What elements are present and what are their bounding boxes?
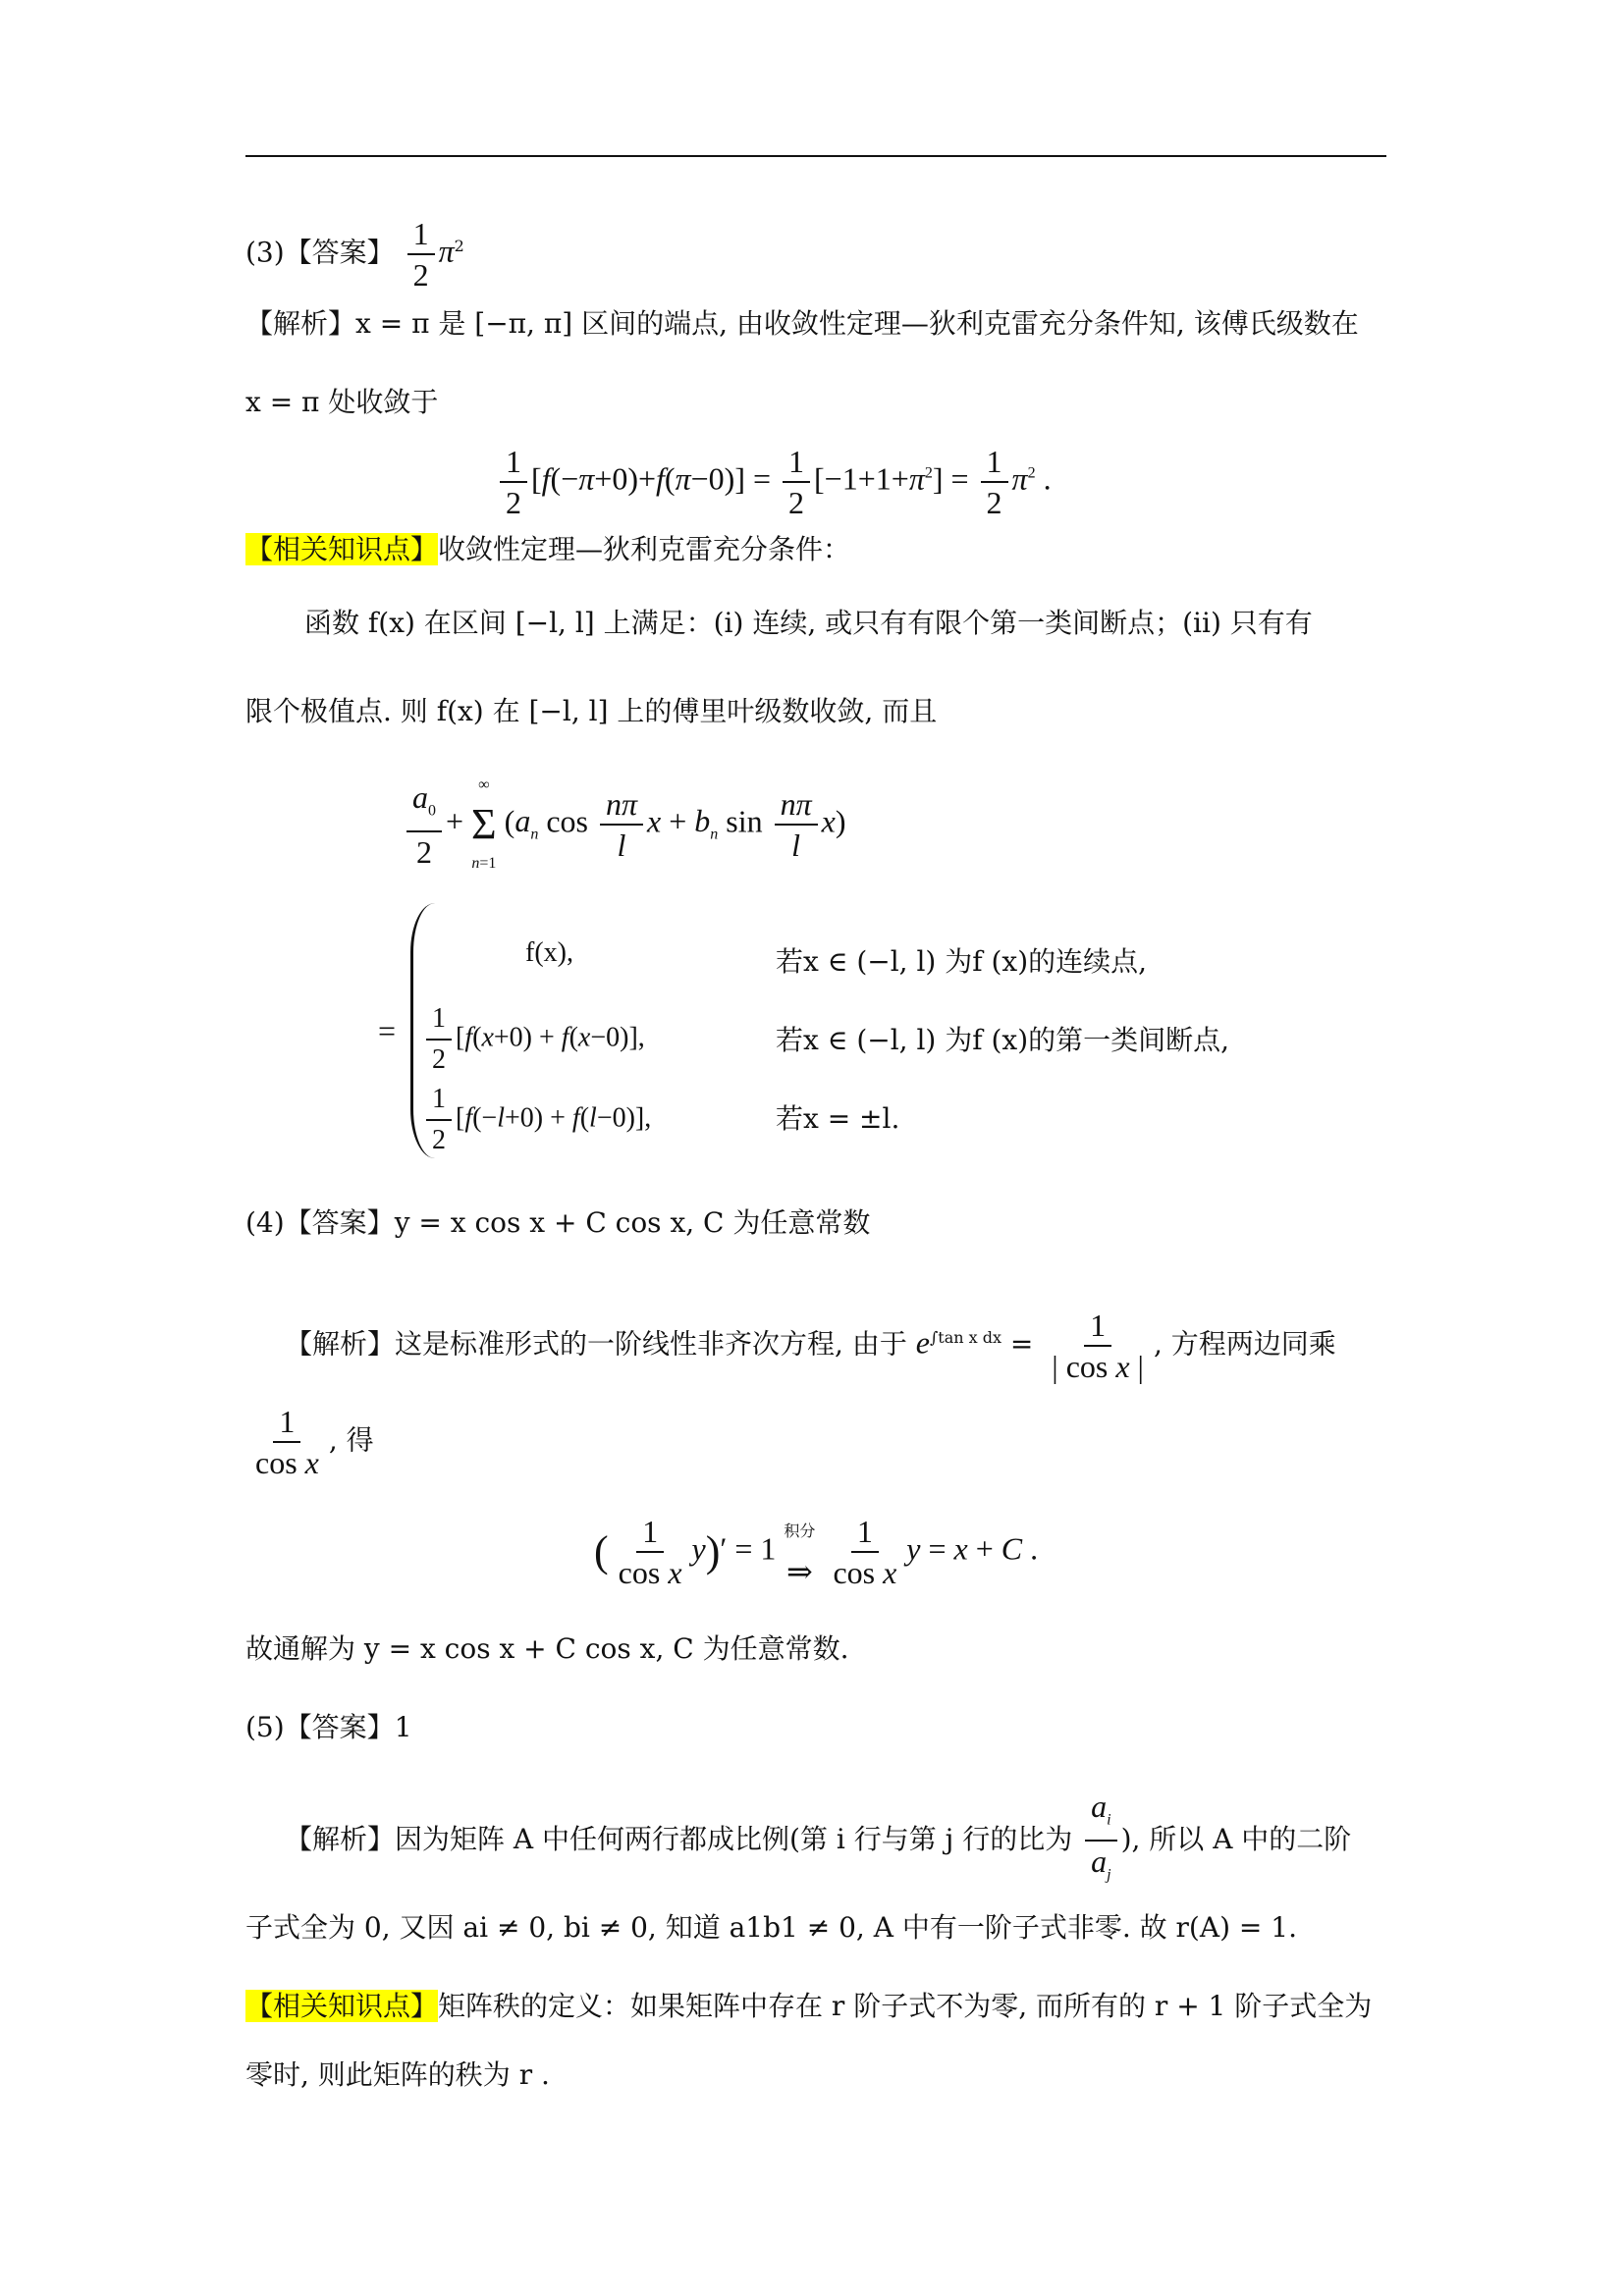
answer-5: (5)【答案】1 xyxy=(245,1711,412,1743)
knowledge-3: 【相关知识点】收敛性定理—狄利克雷充分条件： xyxy=(245,533,851,565)
answer-4: (4)【答案】y = x cos x + C cos x, C 为任意常数 xyxy=(245,1206,871,1239)
analysis-4-line1: 【解析】这是标准形式的一阶线性非齐次方程, 由于 $e^{\int tan x dx}$ = $\frac{1}{\text{| cos x |}}$ , 方程两边同乘 xyxy=(285,1308,1336,1384)
analysis-5-line1: 【解析】因为矩阵 A 中任何两行都成比例(第 i 行与第 j 行的比为 $\frac{a_i}{a_j}$ ), 所以 A 中的二阶 xyxy=(285,1789,1352,1884)
answer-3: (3)【答案】 $\frac{1}{2}$ $\pi^2$ xyxy=(245,216,464,293)
knowledge-label-highlight: 【相关知识点】 xyxy=(245,533,439,565)
formula-4: ( $\frac{1}{\text{cos x}}$ y)′ = 1 积分 ⇒ $\frac{1}{\text{cos x}}$ y = x + C . xyxy=(594,1514,1039,1590)
knowledge-3-line1: 函数 f(x) 在区间 [−l, l] 上满足：(i) 连续, 或只有有限个第一类间断点；(ii) 只有有 xyxy=(304,607,1313,639)
top-rule xyxy=(245,155,1386,157)
series-formula: $\frac{a_0}{2}$ + ∞ Σ n=1 ($a_n$ cos $\frac{n\pi}{l}$ $x + b_n$ sin $\frac{n\pi}{l}$ x) xyxy=(403,766,845,883)
formula-3: $\frac{1}{2}$ [f(−π+0)+f(π−0)] = $\frac{1}{2}$ $[-1+1+\pi^2]$ = $\frac{1}{2}$ $\pi^2$ . xyxy=(496,442,1052,522)
equals-sign: = xyxy=(378,1013,397,1048)
case-2-expr: $\frac{1}{2}$ [f(x+0) + f(x−0)], xyxy=(422,999,645,1080)
case-3-cond: 若x = ±l. xyxy=(776,1102,900,1135)
case-1-cond: 若x ∈ (−l, l) 为f (x)的连续点, xyxy=(776,945,1148,978)
analysis-5-line2: 子式全为 0, 又因 ai ≠ 0, bi ≠ 0, 知道 a1b1 ≠ 0, A 中有一阶子式非零. 故 r(A) = 1. xyxy=(245,1911,1297,1944)
knowledge-5-line1: 【相关知识点】矩阵秩的定义：如果矩阵中存在 r 阶子式不为零, 而所有的 r + 1 阶子式全为 xyxy=(245,1990,1373,2022)
knowledge-5-line2: 零时, 则此矩阵的秩为 r . xyxy=(245,2058,550,2091)
analysis-3-line2: x = π 处收敛于 xyxy=(245,386,439,418)
knowledge-label-highlight: 【相关知识点】 xyxy=(245,1990,439,2022)
case-2-cond: 若x ∈ (−l, l) 为f (x)的第一类间断点, xyxy=(776,1024,1230,1056)
conclusion-4: 故通解为 y = x cos x + C cos x, C 为任意常数. xyxy=(245,1632,849,1665)
case-3-expr: $\frac{1}{2}$ [f(−l+0) + f(l−0)], xyxy=(422,1080,651,1160)
analysis-4-line2: $\frac{1}{\text{cos x}}$ , 得 xyxy=(255,1404,374,1480)
analysis-3-line1: 【解析】x = π 是 [−π, π] 区间的端点, 由收敛性定理—狄利克雷充分条件知, 该傅氏级数在 xyxy=(245,307,1359,340)
case-1-expr: f(x), xyxy=(525,937,573,968)
knowledge-3-line2: 限个极值点. 则 f(x) 在 [−l, l] 上的傅里叶级数收敛, 而且 xyxy=(245,695,938,727)
fraction-half: $\frac{1}{2}$ xyxy=(407,214,435,294)
